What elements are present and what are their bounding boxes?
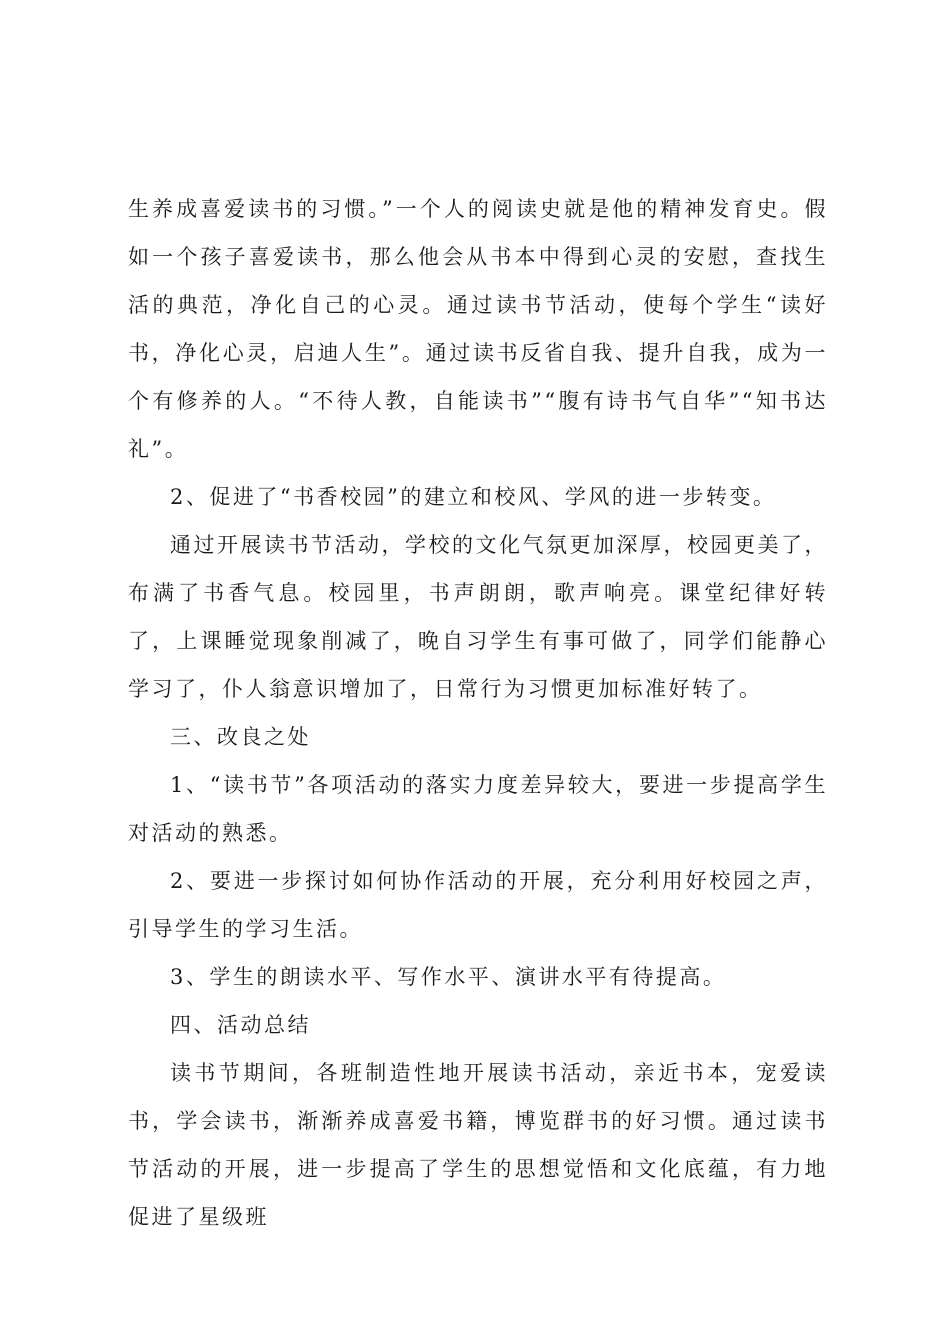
paragraph-summary: 读书节期间，各班制造性地开展读书活动，亲近书本，宠爱读书，学会读书，渐渐养成喜爱书籍，博览群书的好习惯。通过读书节活动的开展，进一步提高了学生的思想觉悟和文化底蕴，有力地促进了星级班 — [128, 1061, 828, 1229]
section-heading-improvements: 三、改良之处 — [170, 725, 311, 749]
section-heading-summary: 四、活动总结 — [170, 1013, 311, 1037]
paragraph-improvement-3: 3、学生的朗读水平、写作水平、演讲水平有待提高。 — [170, 965, 727, 989]
paragraph-continuation: 生养成喜爱读书的习惯。”一个人的阅读史就是他的精神发育史。假如一个孩子喜爱读书，那么他会从书本中得到心灵的安慰，查找生活的典范，净化自己的心灵。通过读书节活动，使每个学生“读好书，净化心灵，启迪人生”。通过读书反省自我、提升自我，成为一个有修养的人。“不待人教，自能读书”“腹有诗书气自华”“知书达礼”。 — [128, 197, 828, 461]
document-body — [128, 185, 828, 1241]
paragraph-point-2-heading: 2、促进了“书香校园”的建立和校风、学风的进一步转变。 — [170, 485, 777, 509]
paragraph-improvement-1: 1、“读书节”各项活动的落实力度差异较大，要进一步提高学生对活动的熟悉。 — [128, 773, 828, 845]
paragraph-campus-atmosphere: 通过开展读书节活动，学校的文化气氛更加深厚，校园更美了，布满了书香气息。校园里，书声朗朗，歌声响亮。课堂纪律好转了，上课睡觉现象削减了，晚自习学生有事可做了，同学们能静心学习了，仆人翁意识增加了，日常行为习惯更加标准好转了。 — [128, 533, 828, 701]
paragraph-improvement-2: 2、要进一步探讨如何协作活动的开展，充分利用好校园之声，引导学生的学习生活。 — [128, 869, 828, 941]
